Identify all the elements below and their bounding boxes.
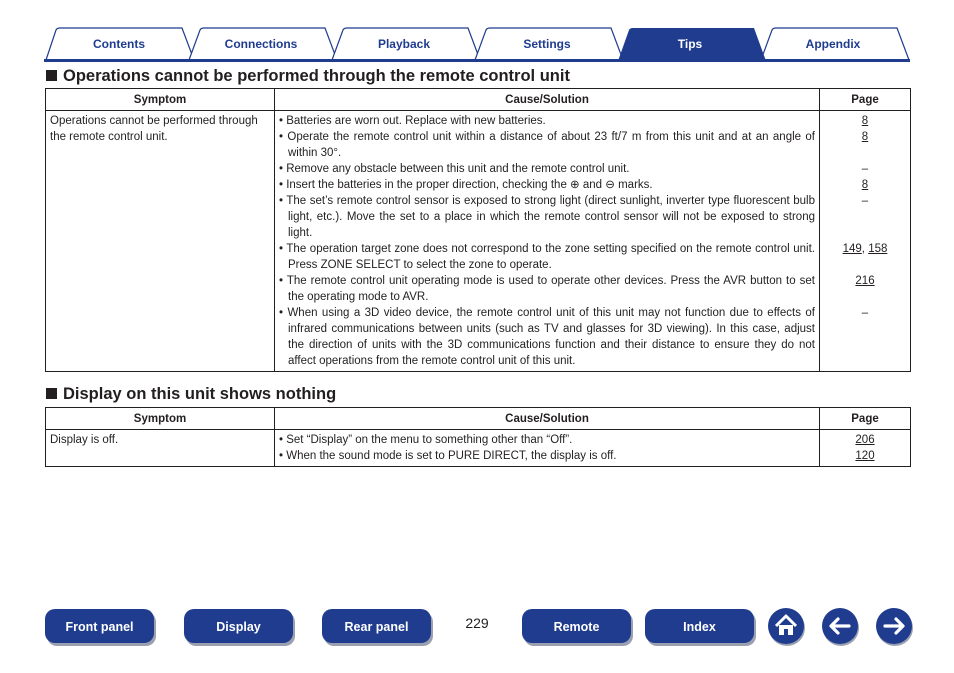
symptom-cell: Operations cannot be performed through the remote control unit. [46, 111, 275, 372]
back-button[interactable] [822, 608, 858, 644]
tab-contents[interactable]: Contents [93, 37, 145, 51]
tab-bar [44, 27, 910, 62]
header-cause: Cause/Solution [275, 89, 820, 111]
cause-item: • Remove any obstacle between this unit and the remote control unit. [279, 163, 630, 175]
cause-item: • Batteries are worn out. Replace with new batteries. [279, 115, 546, 127]
page-dash: – [861, 163, 869, 175]
page-dash: – [861, 195, 869, 207]
front-panel-button[interactable]: Front panel [45, 609, 154, 643]
forward-button[interactable] [876, 608, 912, 644]
symptom-cell: Display is off. [46, 430, 275, 467]
tab-tips[interactable]: Tips [677, 37, 703, 51]
header-symptom: Symptom [46, 89, 275, 111]
tab-settings[interactable]: Settings [523, 37, 571, 51]
cause-item: • When the sound mode is set to PURE DIRECT, the display is off. [279, 450, 617, 462]
home-icon [768, 608, 804, 644]
display-button[interactable]: Display [184, 609, 293, 643]
page-link[interactable]: 8 [861, 115, 869, 127]
forward-arrow-icon [876, 608, 912, 644]
square-bullet-icon [46, 70, 57, 81]
back-arrow-icon [822, 608, 858, 644]
page-link[interactable]: 206 [855, 434, 875, 446]
page-link[interactable]: 158 [868, 243, 888, 255]
cause-cell [275, 430, 820, 467]
page-cell: 8 8 – 8 – 149, 158 216 – [820, 111, 911, 372]
tab-playback[interactable]: Playback [377, 37, 431, 51]
index-button[interactable]: Index [645, 609, 754, 643]
tab-appendix[interactable]: Appendix [805, 37, 861, 51]
home-button[interactable] [768, 608, 804, 644]
page-cell [820, 430, 911, 467]
cause-item: • Insert the batteries in the proper direction, checking the ⊕ and ⊖ marks. [279, 179, 653, 191]
display-trouble-table [45, 407, 911, 467]
remote-trouble-table [45, 88, 911, 372]
cause-item: • When using a 3D video device, the remote control unit of this unit may not function due to effects of infrared communications between units (such as TV and glasses for 3D viewing). In this case, adjust the direction of units with the 3D communications function and their distance to ensure they do not affect operations from the remote control unit of this unit. [279, 307, 815, 367]
tab-connections[interactable]: Connections [224, 37, 298, 51]
header-cause: Cause/Solution [275, 408, 820, 430]
rear-panel-button[interactable]: Rear panel [322, 609, 431, 643]
page-link[interactable]: 8 [861, 179, 869, 191]
cause-item: • The set’s remote control sensor is exposed to strong light (direct sunlight, inverter type fluorescent bulb light, etc.). Move the set to a place in which the remote control sensor will not be exposed to strong light. [279, 195, 815, 239]
page-link[interactable]: 8 [861, 131, 869, 143]
square-bullet-icon [46, 388, 57, 399]
remote-button[interactable]: Remote [522, 609, 631, 643]
page-link[interactable]: 149 [842, 243, 862, 255]
section-heading-remote: Operations cannot be performed through the remote control unit [46, 67, 570, 86]
header-symptom: Symptom [46, 408, 275, 430]
page-dash: – [861, 307, 869, 319]
page-link[interactable]: 120 [855, 450, 875, 462]
header-page: Page [820, 408, 911, 430]
cause-item: • Set “Display” on the menu to something other than “Off”. [279, 434, 573, 446]
page-number: 229 [465, 615, 489, 631]
page-link[interactable]: 216 [855, 275, 875, 287]
cause-item: • The remote control unit operating mode is used to operate other devices. Press the AVR button to set the operating mode to AVR. [279, 275, 815, 303]
cause-item: • The operation target zone does not correspond to the zone setting specified on the remote control unit. Press ZONE SELECT to select the zone to operate. [279, 243, 815, 271]
tab-shapes [44, 27, 910, 62]
cause-item: • Operate the remote control unit within a distance of about 23 ft/7 m from this unit and at an angle of within 30°. [279, 131, 815, 159]
cause-cell [275, 111, 820, 372]
header-page: Page [820, 89, 911, 111]
section-heading-display: Display on this unit shows nothing [46, 385, 336, 404]
